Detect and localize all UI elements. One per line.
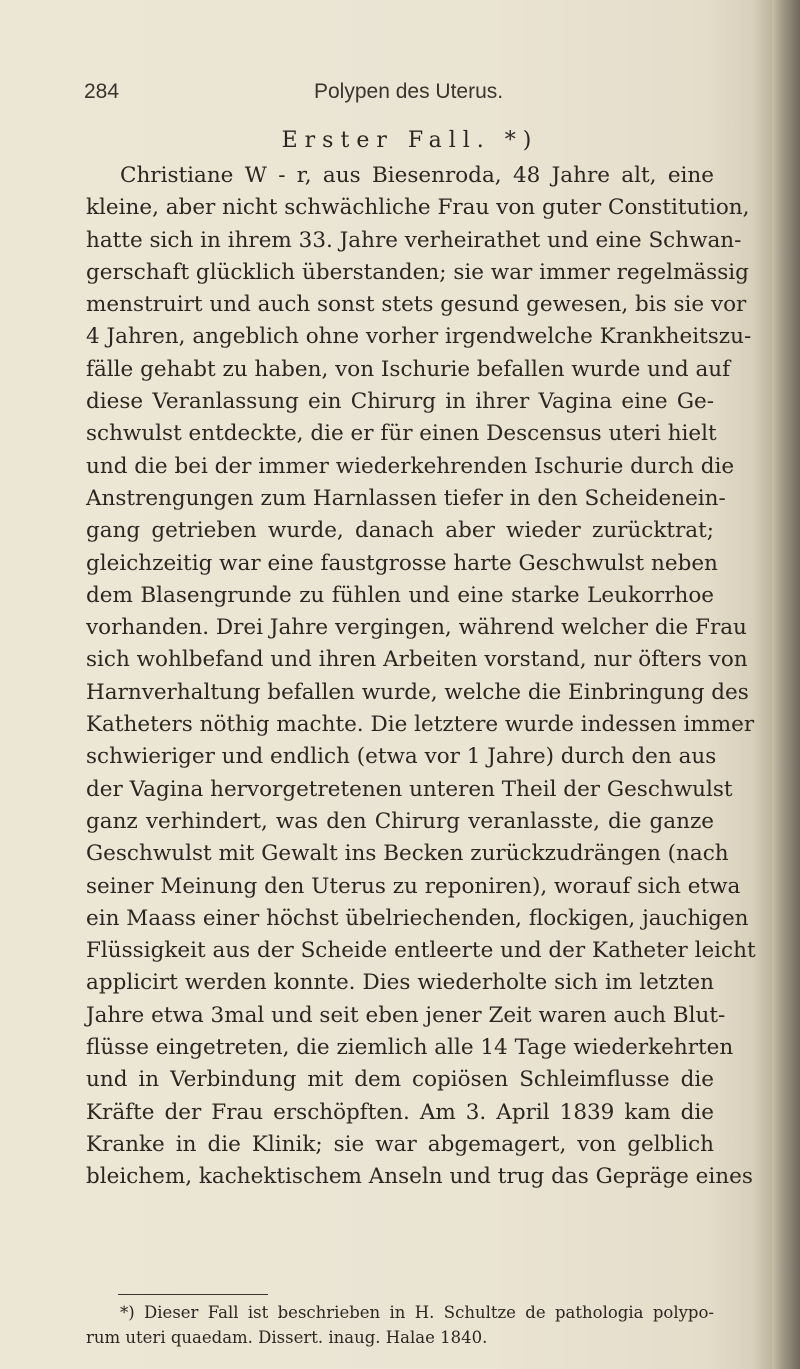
text-line: und die bei der immer wiederkehrenden Ischurie durch die xyxy=(86,453,735,479)
text-line: flüsse eingetreten, die ziemlich alle 14 Tage wiederkehrten xyxy=(86,1035,734,1061)
footnote-line: rum uteri quaedam. Dissert. inaug. Halae 1840. xyxy=(86,1328,488,1347)
text-line: fälle gehabt zu haben, von Ischurie befallen wurde und auf xyxy=(86,356,731,382)
text-line: vorhanden. Drei Jahre vergingen, während welcher die Frau xyxy=(86,615,747,641)
text-line: und in Verbindung mit dem copiösen Schleimflusse die xyxy=(86,1067,714,1093)
section-title: Erster Fall. *) xyxy=(281,128,539,153)
text-line: 4 Jahren, angeblich ohne vorher irgendwelche Krankheitszu- xyxy=(86,324,752,350)
text-line: Christiane W - r, aus Biesenroda, 48 Jahre alt, eine xyxy=(120,163,714,188)
text-line: Anstrengungen zum Harnlassen tiefer in den Scheidenein- xyxy=(86,485,726,511)
text-line: ein Maass einer höchst übelriechenden, flockigen, jauchigen xyxy=(86,905,749,931)
footnote-line: *) Dieser Fall ist beschrieben in H. Schultze de pathologia polypo- xyxy=(120,1303,714,1322)
text-line: hatte sich in ihrem 33. Jahre verheirathet und eine Schwan- xyxy=(86,227,742,253)
text-line: Harnverhaltung befallen wurde, welche die Einbringung des xyxy=(86,679,749,705)
text-line: Flüssigkeit aus der Scheide entleerte und der Katheter leicht xyxy=(86,938,756,964)
running-header xyxy=(84,80,714,110)
text-line: Kräfte der Frau erschöpften. Am 3. April 1839 kam die xyxy=(86,1099,714,1125)
text-line: Geschwulst mit Gewalt ins Becken zurückzudrängen (nach xyxy=(86,841,729,867)
text-line: gleichzeitig war eine faustgrosse harte Geschwulst neben xyxy=(86,550,718,576)
text-line: gang getrieben wurde, danach aber wieder zurücktrat; xyxy=(86,518,714,544)
footnote-divider xyxy=(118,1294,268,1295)
text-line: gerschaft glücklich überstanden; sie war immer regelmässig xyxy=(86,259,749,285)
text-line: ganz verhindert, was den Chirurg veranlasste, die ganze xyxy=(86,808,714,834)
text-line: Kranke in die Klinik; sie war abgemagert, von gelblich xyxy=(86,1131,714,1157)
text-line: applicirt werden konnte. Dies wiederholte sich im letzten xyxy=(86,970,714,996)
text-line: dem Blasengrunde zu fühlen und eine starke Leukorrhoe xyxy=(86,582,714,608)
page-number: 284 xyxy=(84,80,120,103)
body-text xyxy=(86,160,756,1194)
text-line: menstruirt und auch sonst stets gesund gewesen, bis sie vor xyxy=(86,292,747,318)
footnote xyxy=(86,1300,714,1350)
text-line: Katheters nöthig machte. Die letztere wurde indessen immer xyxy=(86,712,755,738)
text-line: Jahre etwa 3mal und seit eben jener Zeit waren auch Blut- xyxy=(86,1002,726,1028)
text-line: seiner Meinung den Uterus zu reponiren), worauf sich etwa xyxy=(86,873,741,899)
text-line: sich wohlbefand und ihren Arbeiten vorstand, nur öfters von xyxy=(86,647,748,673)
text-line: schwieriger und endlich (etwa vor 1 Jahre) durch den aus xyxy=(86,744,717,770)
running-title: Polypen des Uterus. xyxy=(314,80,504,103)
text-line: der Vagina hervorgetretenen unteren Theil der Geschwulst xyxy=(86,776,733,802)
page-gutter-shadow xyxy=(772,0,800,1369)
text-line: diese Veranlassung ein Chirurg in ihrer Vagina eine Ge- xyxy=(86,389,714,415)
text-line: schwulst entdeckte, die er für einen Descensus uteri hielt xyxy=(86,421,717,447)
text-line: kleine, aber nicht schwächliche Frau von guter Constitution, xyxy=(86,195,750,221)
text-line: bleichem, kachektischem Anseln und trug das Gepräge eines xyxy=(86,1164,753,1190)
